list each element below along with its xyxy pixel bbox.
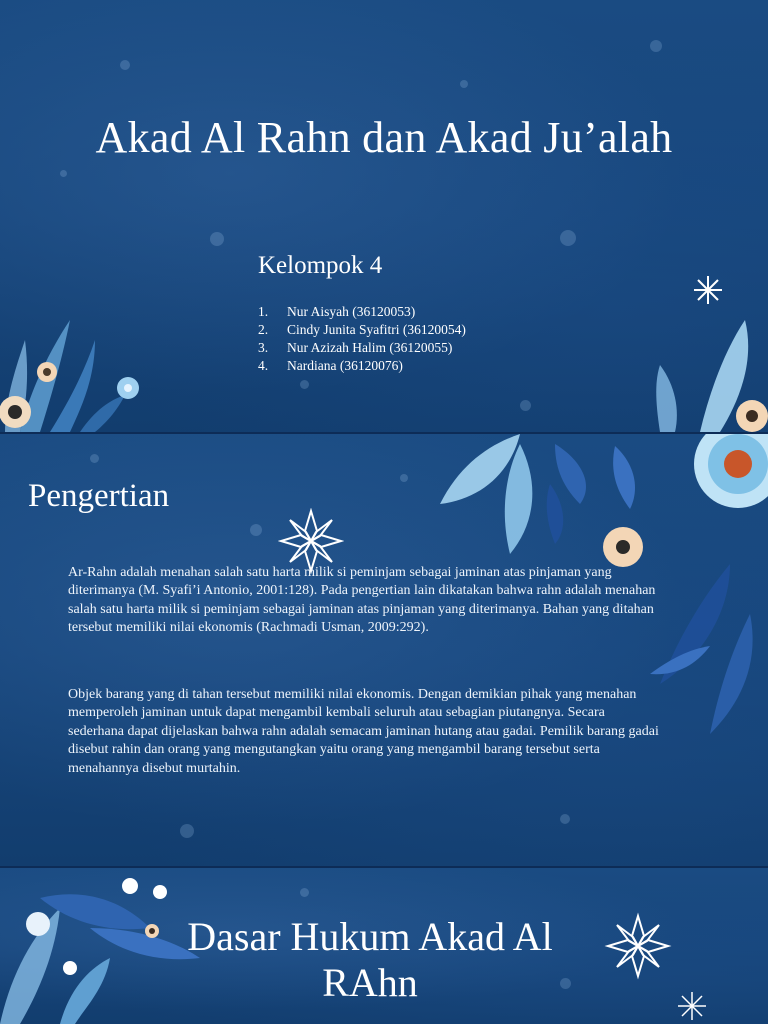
section-title: Dasar Hukum Akad Al RAhn [187,914,553,1005]
slide-title [0,0,768,432]
presentation-title: Akad Al Rahn dan Akad Ju’alah [95,113,673,162]
floral-decoration-left [0,310,160,432]
berry-icon [122,878,138,894]
floral-decoration-right [640,270,768,432]
member-item: 1. Nur Aisyah (36120053) [258,304,416,319]
flower-icon [694,434,768,508]
section-title: Pengertian [28,478,170,514]
flower-icon [603,527,643,567]
berry-icon [63,961,77,975]
member-list [258,303,466,375]
flower-icon [0,396,31,428]
snowflake-icon [674,988,710,1024]
definition-paragraph: Objek barang yang di tahan tersebut memiliki nilai ekonomis. Dengan demikian pihak yang menahan memperoleh jaminan untuk dapat mengambil kembali seluruh atau sebagian piutangnya. Secara sederhana dapat dijelaskan bahwa rahn adalah semacam jaminan hutang atau gadai. Pemilik barang gadai disebut rahin dan orang yang mengutangkan yaitu orang yang mengambil barang tersebut serta menahannya disebut murtahin. [68,687,659,776]
floral-decoration-right [430,434,768,764]
flower-icon [736,400,768,432]
berry-icon [26,912,50,936]
flower-icon [117,377,139,399]
flower-icon [37,362,57,382]
group-label: Kelompok 4 [258,252,383,279]
member-item: 2. Cindy Junita Syafitri (36120054) [258,322,466,337]
slide-definition [0,434,768,866]
snowflake-icon [694,276,722,304]
member-item: 4. Nardiana (36120076) [258,358,403,373]
definition-paragraph: Ar-Rahn adalah menahan salah satu harta milik si peminjam sebagai jaminan atas pinjaman yang diterimanya (M. Syafi’i Antonio, 2001:128). Pada pengertian lain dikatakan bahwa rahn adalah menahan salah satu harta milik si peminjam sebagai jaminan atas pinjaman yang diterimanya. Bahan yang ditahan tersebut memiliki nilai ekonomis (Rachmadi Usman, 2009:292). [68,565,656,636]
berry-icon [153,885,167,899]
member-item: 3. Nur Azizah Halim (36120055) [258,340,453,355]
snowflake-icon [604,912,672,980]
slide-legal-basis [0,868,768,1024]
